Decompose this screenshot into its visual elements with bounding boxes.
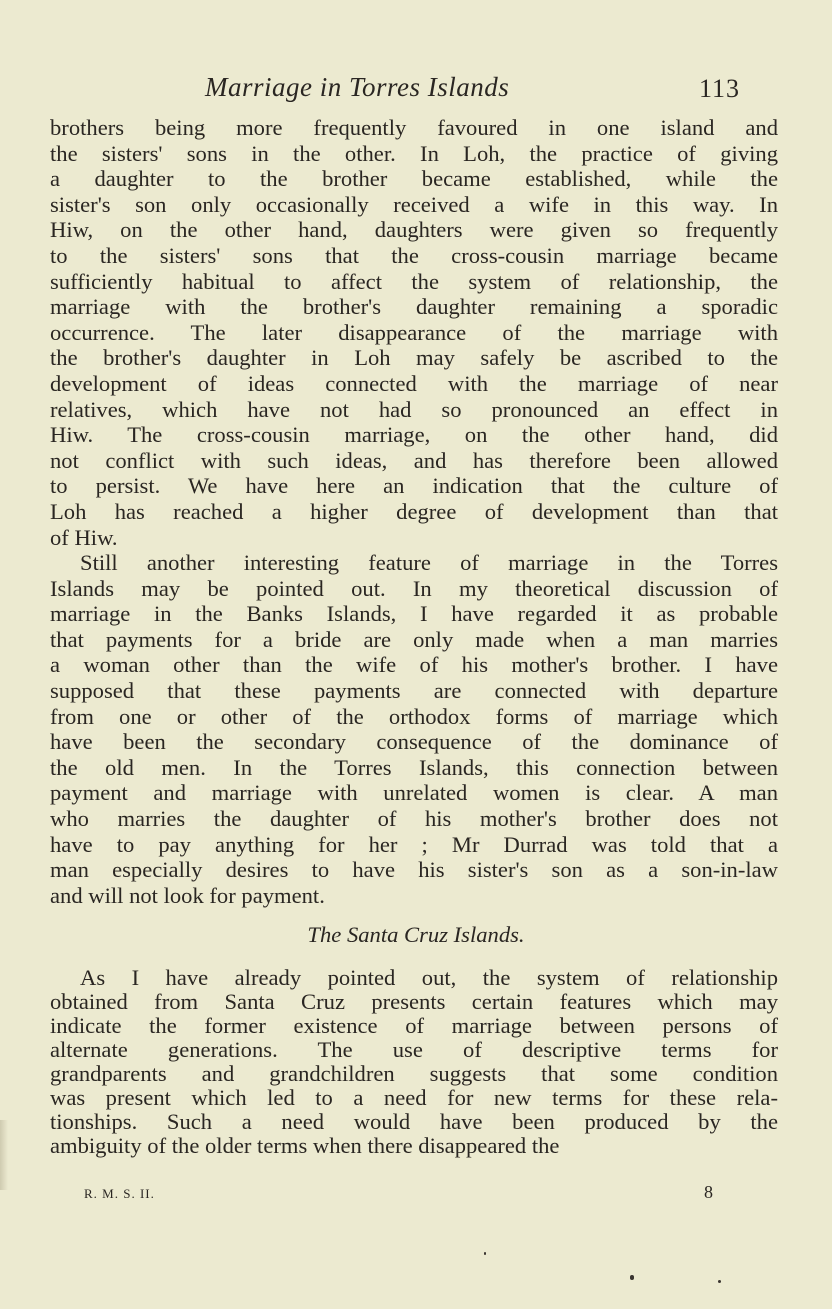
text-line: from one or other of the orthodox forms of marriage which [50, 703, 778, 729]
page-number: 113 [698, 74, 740, 103]
text-line: Loh has reached a higher degree of development than that [50, 498, 778, 524]
text-line: Hiw, on the other hand, daughters were given so frequently [50, 217, 778, 243]
text-line: payment and marriage with unrelated women is clear. A man [50, 780, 778, 806]
text-line: grandparents and grandchildren suggests that some condition [50, 1061, 778, 1086]
text-line: that payments for a bride are only made when a man marries [50, 626, 778, 652]
text-line: Hiw. The cross-cousin marriage, on the other hand, did [50, 422, 778, 448]
text-line: who marries the daughter of his mother's brother does not [50, 806, 778, 832]
body-text [50, 115, 778, 908]
text-line: development of ideas connected with the marriage of near [50, 370, 778, 396]
text-line: sufficiently habitual to affect the system of relationship, the [50, 268, 778, 294]
text-line: a woman other than the wife of his mother's brother. I have [50, 652, 778, 678]
text-line: marriage with the brother's daughter remaining a sporadic [50, 294, 778, 320]
text-line: Islands may be pointed out. In my theoretical discussion of [50, 575, 778, 601]
section-body-text [50, 966, 778, 1158]
section-heading: The Santa Cruz Islands. [307, 922, 525, 947]
text-line: to persist. We have here an indication that the culture of [50, 473, 778, 499]
page-edge-shadow [0, 1120, 8, 1190]
text-line: sister's son only occasionally received a wife in this way. In [50, 191, 778, 217]
scan-speck [718, 1280, 721, 1283]
text-line: relatives, which have not had so pronounced an effect in [50, 396, 778, 422]
text-line: supposed that these payments are connected with departure [50, 678, 778, 704]
text-line: of Hiw. [50, 524, 118, 550]
text-line: marriage in the Banks Islands, I have regarded it as probable [50, 601, 778, 627]
text-line: ambiguity of the older terms when there disappeared the [50, 1133, 560, 1158]
text-line: and will not look for payment. [50, 882, 325, 908]
text-line: brothers being more frequently favoured in one island and [50, 115, 778, 140]
text-line: was present which led to a need for new terms for these rela- [50, 1085, 778, 1110]
text-line: occurrence. The later disappearance of the marriage with [50, 319, 778, 345]
text-line: tionships. Such a need would have been produced by the [50, 1109, 778, 1134]
signature-mark: R. M. S. II. [84, 1186, 155, 1201]
text-line: a daughter to the brother became established, while the [50, 166, 778, 192]
text-line: have to pay anything for her ; Mr Durrad was told that a [50, 831, 778, 857]
signature-number: 8 [704, 1182, 713, 1202]
text-line: not conflict with such ideas, and has therefore been allowed [50, 447, 778, 473]
scan-speck [484, 1252, 486, 1255]
running-title: Marriage in Torres Islands [205, 72, 510, 102]
text-line: the sisters' sons in the other. In Loh, the practice of giving [50, 140, 778, 166]
text-line: indicate the former existence of marriage between persons of [50, 1013, 778, 1038]
page-header [50, 72, 740, 106]
text-line: the old men. In the Torres Islands, this connection between [50, 754, 778, 780]
text-line: to the sisters' sons that the cross-cousin marriage became [50, 242, 778, 268]
text-line: obtained from Santa Cruz presents certain features which may [50, 989, 778, 1014]
text-line: man especially desires to have his sister's son as a son-in-law [50, 857, 778, 883]
scan-speck [630, 1275, 634, 1280]
text-line: As I have already pointed out, the system of relationship [80, 965, 778, 990]
text-line: alternate generations. The use of descriptive terms for [50, 1037, 778, 1062]
text-line: Still another interesting feature of marriage in the Torres [80, 550, 778, 576]
text-line: the brother's daughter in Loh may safely be ascribed to the [50, 345, 778, 371]
text-line: have been the secondary consequence of the dominance of [50, 729, 778, 755]
